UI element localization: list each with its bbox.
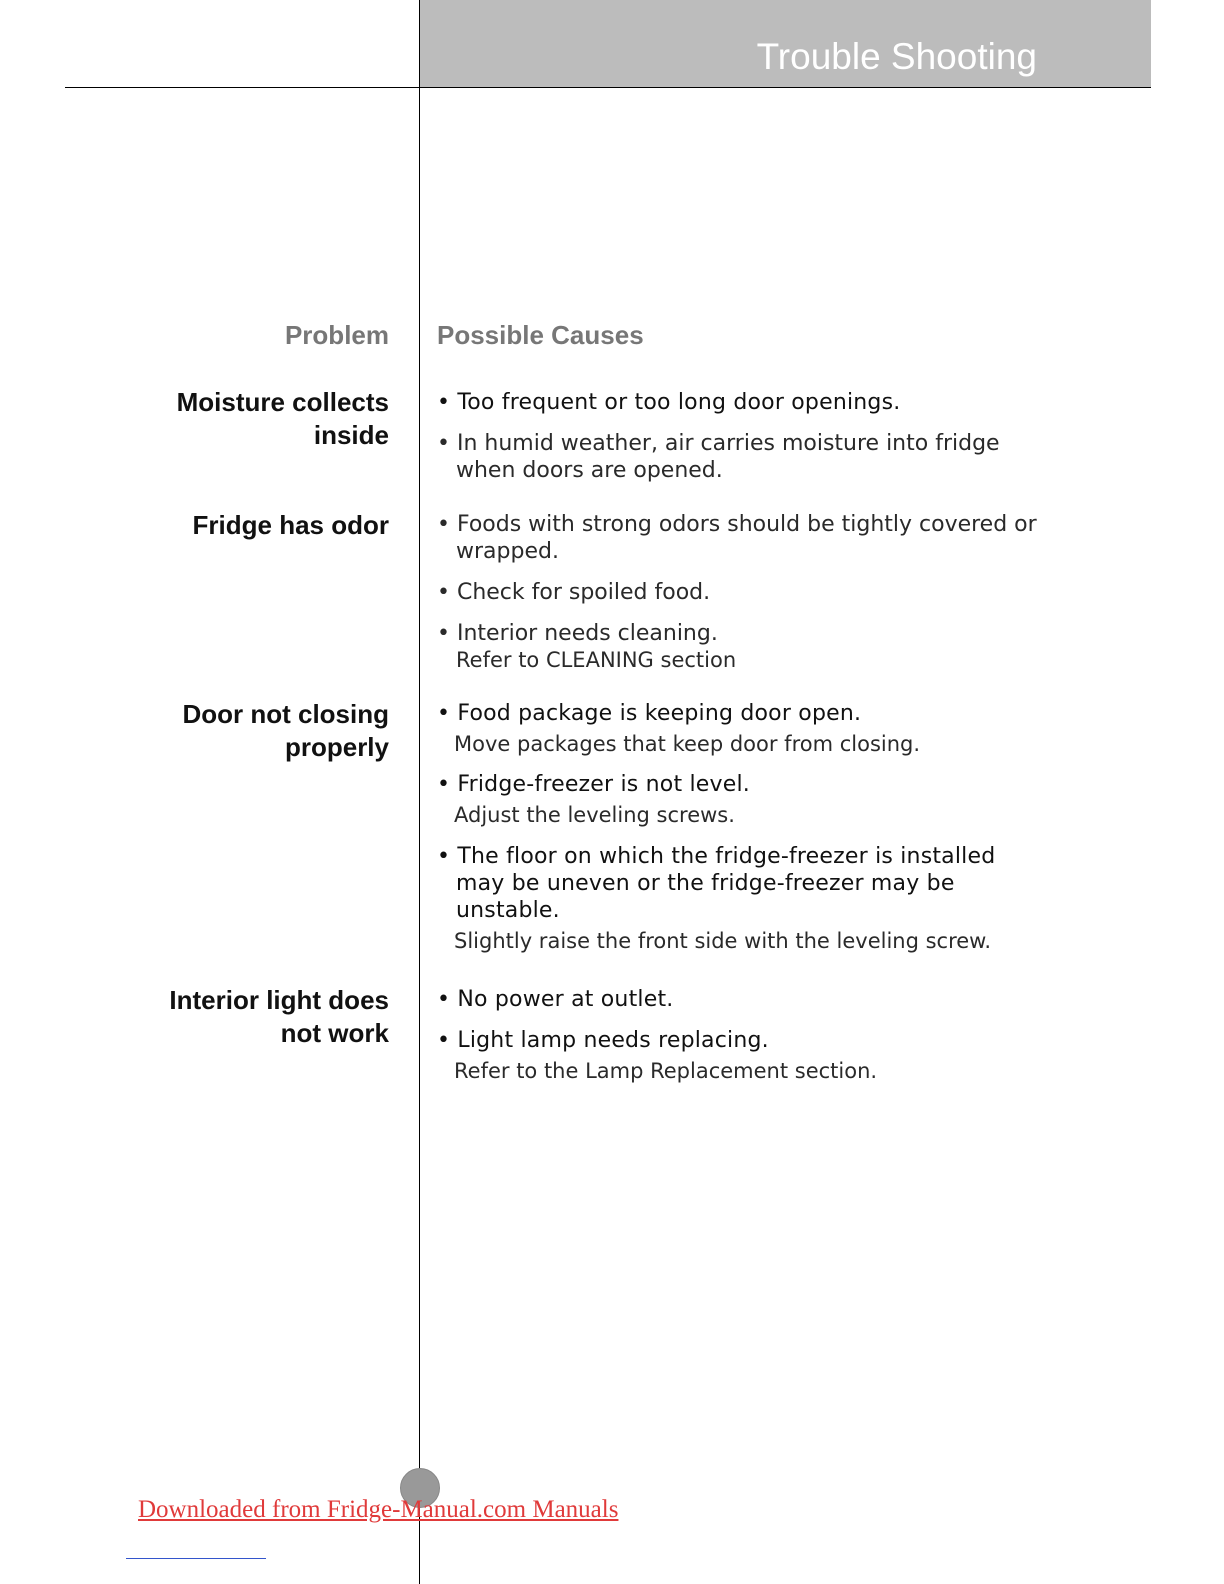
problem-line: Fridge has odor bbox=[192, 510, 389, 540]
cause-text: • Light lamp needs replacing. bbox=[437, 1028, 769, 1053]
cause-text: • In humid weather, air carries moisture into fridge when doors are opened. bbox=[437, 431, 1000, 483]
problem-light bbox=[89, 984, 389, 1050]
problem-line: not work bbox=[280, 1018, 389, 1048]
cause-text: • Interior needs cleaning. bbox=[437, 621, 718, 646]
problem-odor bbox=[89, 509, 389, 542]
cause-item bbox=[437, 1027, 1057, 1085]
problem-moisture bbox=[89, 386, 389, 452]
cause-text: • Check for spoiled food. bbox=[437, 580, 711, 605]
header-rule bbox=[65, 87, 1151, 88]
cause-text: • Fridge-freezer is not level. bbox=[437, 772, 750, 797]
cause-item bbox=[437, 511, 1057, 565]
cause-item bbox=[437, 986, 1057, 1013]
cause-text: • No power at outlet. bbox=[437, 987, 674, 1012]
cause-text: • Too frequent or too long door openings. bbox=[437, 390, 901, 415]
causes-column-heading: Possible Causes bbox=[437, 320, 644, 350]
column-divider bbox=[419, 0, 420, 1584]
cause-text: • Food package is keeping door open. bbox=[437, 701, 862, 726]
cause-note: Refer to CLEANING section bbox=[456, 648, 737, 672]
cause-note: Refer to the Lamp Replacement section. bbox=[454, 1059, 878, 1083]
problem-line: Moisture collects bbox=[176, 387, 389, 417]
cause-item bbox=[437, 389, 1057, 416]
cause-text: • The floor on which the fridge-freezer is installed may be uneven or the fridge-freezer may be unstable. bbox=[437, 844, 996, 923]
cause-item bbox=[437, 843, 1027, 955]
cause-item bbox=[437, 771, 1057, 829]
problem-line: Door not closing bbox=[182, 699, 389, 729]
problem-door bbox=[89, 698, 389, 764]
footer-underline bbox=[126, 1558, 266, 1559]
problem-line: inside bbox=[313, 420, 389, 450]
cause-item bbox=[437, 700, 1057, 758]
cause-item bbox=[437, 579, 1057, 606]
cause-note: Adjust the leveling screws. bbox=[454, 803, 735, 827]
header-band bbox=[420, 0, 1151, 87]
download-source-link[interactable]: Downloaded from Fridge-Manual.com Manuals bbox=[138, 1496, 619, 1523]
cause-item bbox=[437, 430, 1057, 484]
cause-note: Move packages that keep door from closing. bbox=[454, 732, 921, 756]
cause-note: Slightly raise the front side with the leveling screw. bbox=[454, 929, 992, 953]
problem-line: Interior light does bbox=[169, 985, 389, 1015]
problem-column-heading: Problem bbox=[284, 320, 389, 350]
cause-item bbox=[437, 620, 1057, 674]
cause-text: • Foods with strong odors should be tightly covered or wrapped. bbox=[437, 512, 1037, 564]
page-title: Trouble Shooting bbox=[756, 36, 1037, 77]
problem-line: properly bbox=[284, 732, 389, 762]
